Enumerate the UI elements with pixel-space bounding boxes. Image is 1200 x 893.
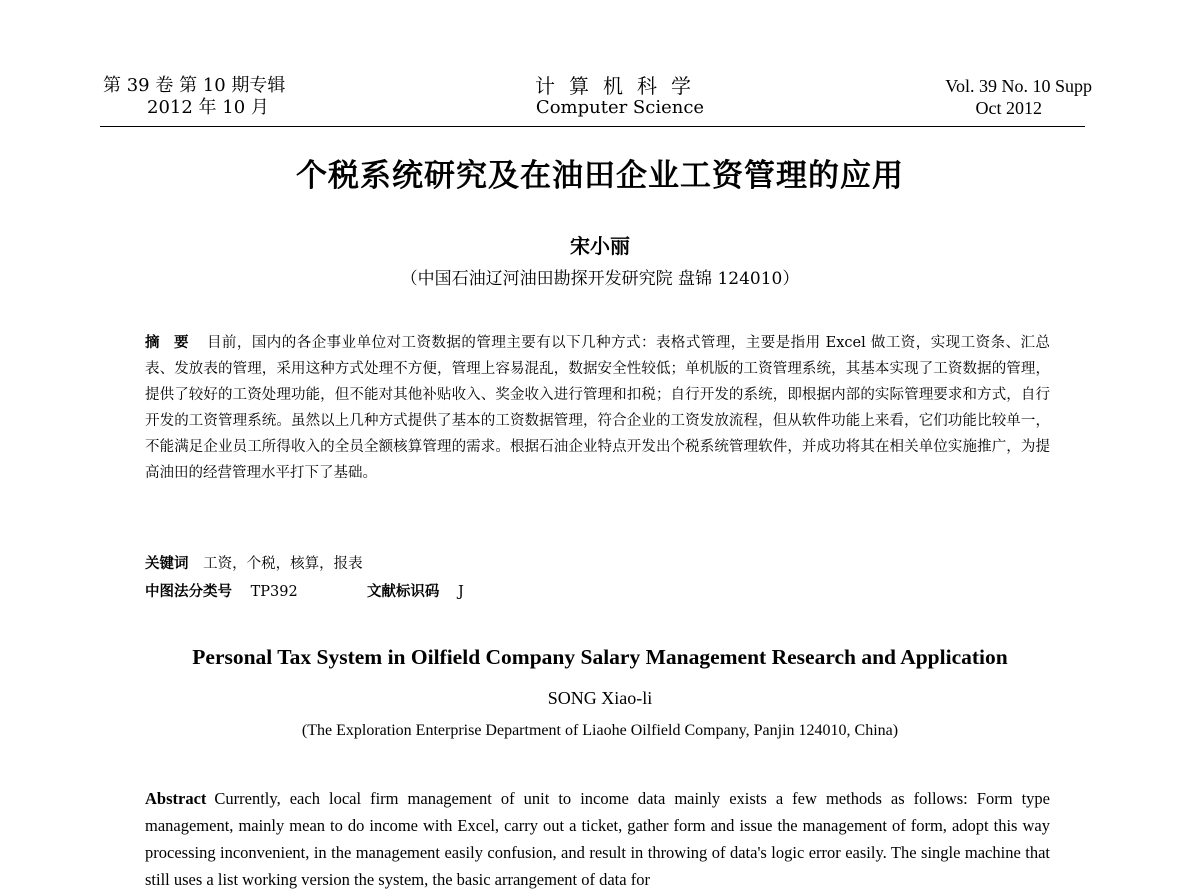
doc-code-value: J [458, 584, 464, 600]
affiliation-cn: （中国石油辽河油田勘探开发研究院 盘锦 124010） [400, 269, 800, 289]
paper-title-en: Personal Tax System in Oilfield Company Salary Management Research and Application [192, 645, 1008, 669]
issue-date-en: Oct 2012 [975, 98, 1042, 118]
header-rule [100, 126, 1085, 127]
affiliation-en: (The Exploration Enterprise Department of Liaohe Oilfield Company, Panjin 124010, China) [301, 722, 899, 739]
keywords-cn-label: 关键词 [145, 556, 189, 572]
abstract-en-label: Abstract [145, 789, 207, 808]
abstract-cn-text: 目前，国内的各企事业单位对工资数据的管理主要有以下几种方式：表格式管理，主要是指用 Excel 做工资，实现工资条、汇总表、发放表的管理，采用这种方式处理不方便，管理上容易混乱，数据安全性较低；单机版的工资管理系统，其基本实现了工资数据的管理，提供了较好的工资处理功能，但不能对其他补贴收入、奖金收入进行管理和扣税；自行开发的系统，即根据内部的实际管理要求和方式，自行开发的工资管理系统。虽然以上几种方式提供了基本的工资数据管理，符合企业的工资发放流程，但从软件功能上来看，它们功能比较单一，不能满足企业员工所得收入的全员全额核算管理的需求。根据石油企业特点开发出个税系统管理软件，并成功将其在相关单位实施推广，为提高油田的经营管理水平打下了基础。 [145, 335, 1050, 481]
journal-name-en: Computer Science [535, 97, 705, 118]
volume-issue: 第 39 卷 第 10 期专辑 [103, 75, 286, 96]
author-cn: 宋小丽 [570, 234, 630, 258]
volume-issue-en: Vol. 39 No. 10 Supp [945, 76, 1092, 96]
classification-cn [145, 580, 1050, 604]
abstract-cn-label: 摘要 [145, 335, 203, 351]
keywords-cn-text: 工资，个税，核算，报表 [203, 556, 363, 572]
journal-name-cn: 计算机科学 [535, 74, 705, 98]
issue-date-cn: 2012 年 10 月 [147, 97, 269, 118]
paper-title-cn: 个税系统研究及在油田企业工资管理的应用 [296, 158, 904, 194]
abstract-en-text: Currently, each local firm management of unit to income data mainly exists a few methods as follows: Form type management, mainly mean to do income with Excel, carry out a ticket, gather form and issue the management of form, adopt this way processing inconvenient, in the management easily confusion, and result in throwing of data's logic error easily. The single machine that still uses a list working version the system, the basic arrangement of data for [145, 789, 1050, 889]
journal-volume-info [103, 75, 343, 119]
clc-value: TP392 [250, 584, 298, 600]
doc-code-label: 文献标识码 [366, 584, 440, 600]
journal-name [470, 75, 770, 119]
keywords-cn [145, 552, 1050, 576]
journal-volume-info-en [792, 75, 1092, 119]
clc-label: 中图法分类号 [145, 584, 232, 600]
abstract-en [145, 785, 1050, 893]
abstract-cn [145, 330, 1050, 486]
author-en: SONG Xiao-li [547, 688, 653, 708]
